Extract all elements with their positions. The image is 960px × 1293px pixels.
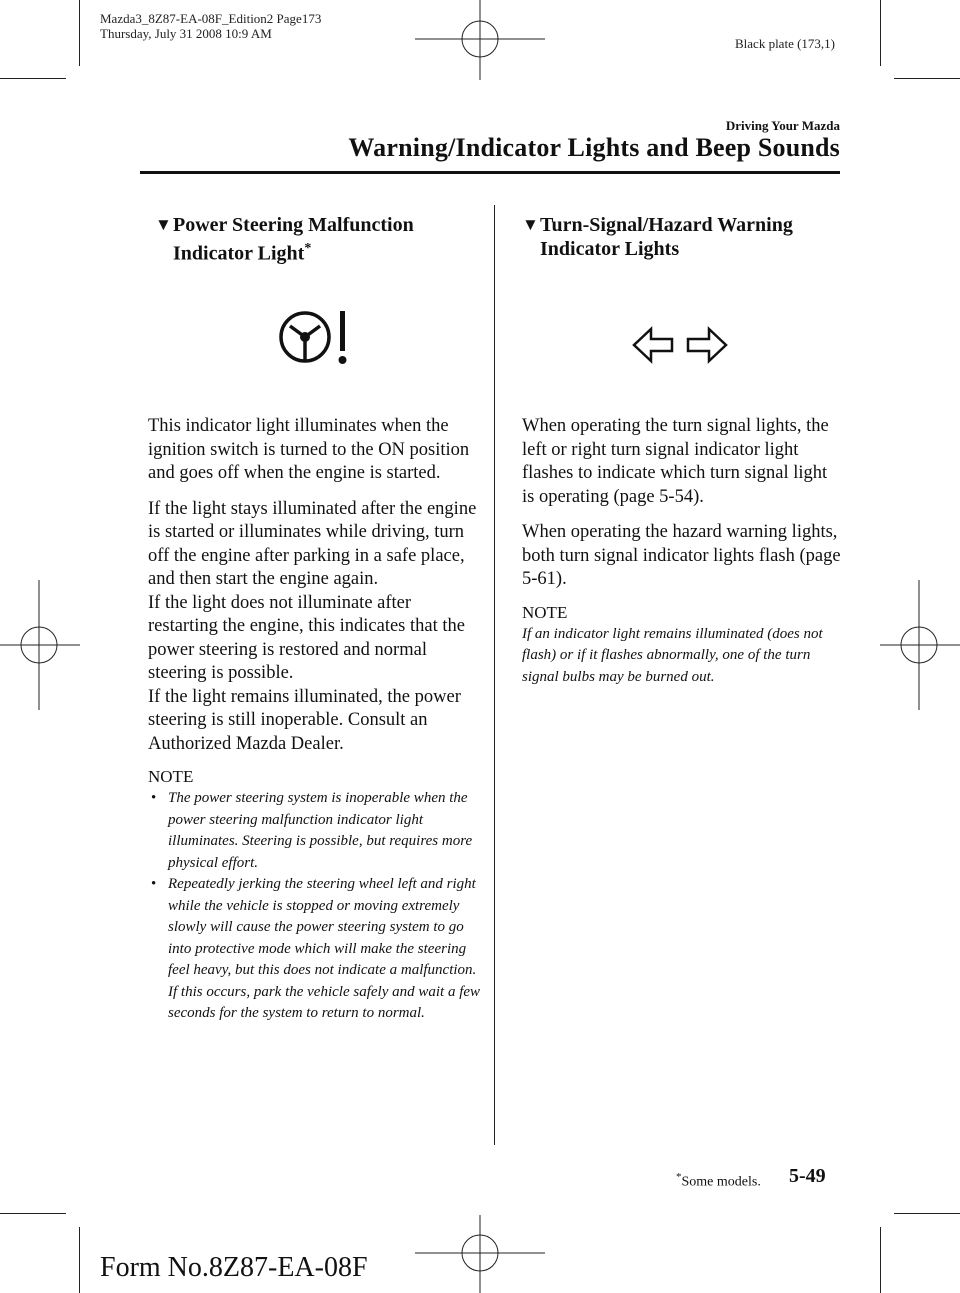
form-number: Form No.8Z87-EA-08F [100, 1252, 368, 1283]
column-divider [494, 205, 495, 1145]
paragraph-intro: This indicator light illuminates when the ignition switch is turned to the ON position and goes off when the engine is started. [148, 416, 470, 483]
page-title: Warning/Indicator Lights and Beep Sounds [348, 133, 840, 162]
note-item [148, 874, 484, 1025]
plate-info: Black plate (173,1) [735, 36, 835, 51]
section-marker: ▼ [522, 215, 539, 234]
asterisk-note: * [676, 1171, 682, 1183]
paragraph-stays-on: If the light stays illuminated after the engine is started or illuminates while driving, turn off the engine after parking in a safe place, and then start the engine again. [148, 498, 477, 589]
print-file-info [100, 11, 321, 41]
turn-signal-arrows-icon [632, 325, 728, 365]
heading-line-1: Turn-Signal/Hazard Warning [540, 214, 793, 236]
heading-turn-signal [522, 213, 842, 261]
paragraph-hazard: When operating the hazard warning lights, both turn signal indicator lights flash (page 5-61). [522, 522, 841, 589]
paragraph-remains-on: If the light remains illuminated, the power steering is still inoperable. Consult an Authorized Mazda Dealer. [148, 686, 461, 754]
section-name: Driving Your Mazda [725, 118, 840, 133]
asterisk-note: * [304, 241, 312, 256]
note-item-text: Repeatedly jerking the steering wheel left and right while the vehicle is stopped or moving extremely slowly will cause the power steering system to go into protective mode which will make the steering feel heavy, but this does not indicate a malfunction. If this occurs, park the vehicle safely and wait a few seconds for the system to return to normal. [168, 876, 481, 1021]
note-label: NOTE [522, 602, 568, 622]
registration-mark-left [0, 580, 80, 710]
registration-mark-top [415, 0, 545, 80]
section-marker: ▼ [155, 215, 172, 234]
note-item [148, 788, 484, 874]
note-text: If an indicator light remains illuminated (does not flash) or if it flashes abnormally, one of the turn signal bulbs may be burned out. [522, 625, 823, 685]
turn-signal-body [522, 415, 842, 688]
bullet: • [151, 876, 157, 892]
note-list [148, 788, 484, 1025]
page-number: 5-49 [789, 1165, 826, 1187]
footnote-text: Some models. [681, 1174, 761, 1190]
print-file-line: Mazda3_8Z87-EA-08F_Edition2 Page173 [100, 11, 322, 26]
bullet: • [151, 790, 157, 806]
heading-line-2: Indicator Light [173, 242, 305, 265]
heading-text [540, 213, 793, 261]
note-item-text: The power steering system is inoperable when the power steering malfunction indicator light illuminates. Steering is possible, but requires more physical effort. [168, 790, 473, 871]
paragraph-turn-signal: When operating the turn signal lights, the left or right turn signal indicator light flashes to indicate which turn signal light is operating (page 5-54). [522, 416, 829, 507]
heading-line-2: Indicator Lights [540, 238, 680, 260]
heading-power-steering [155, 213, 485, 266]
note-label: NOTE [148, 767, 194, 786]
paragraph-not-illuminate: If the light does not illuminate after restarting the engine, this indicates that the power steering is restored and normal steering is possible. [148, 592, 465, 683]
heading-text [173, 213, 414, 266]
registration-mark-bottom [415, 1215, 545, 1293]
header-rule [140, 171, 840, 174]
print-date-line: Thursday, July 31 2008 10:9 AM [100, 26, 272, 41]
power-steering-body [148, 415, 484, 1025]
footnote-some-models [676, 1171, 761, 1191]
registration-mark-right [880, 580, 960, 710]
power-steering-warning-icon [278, 308, 368, 368]
heading-line-1: Power Steering Malfunction [173, 214, 414, 236]
